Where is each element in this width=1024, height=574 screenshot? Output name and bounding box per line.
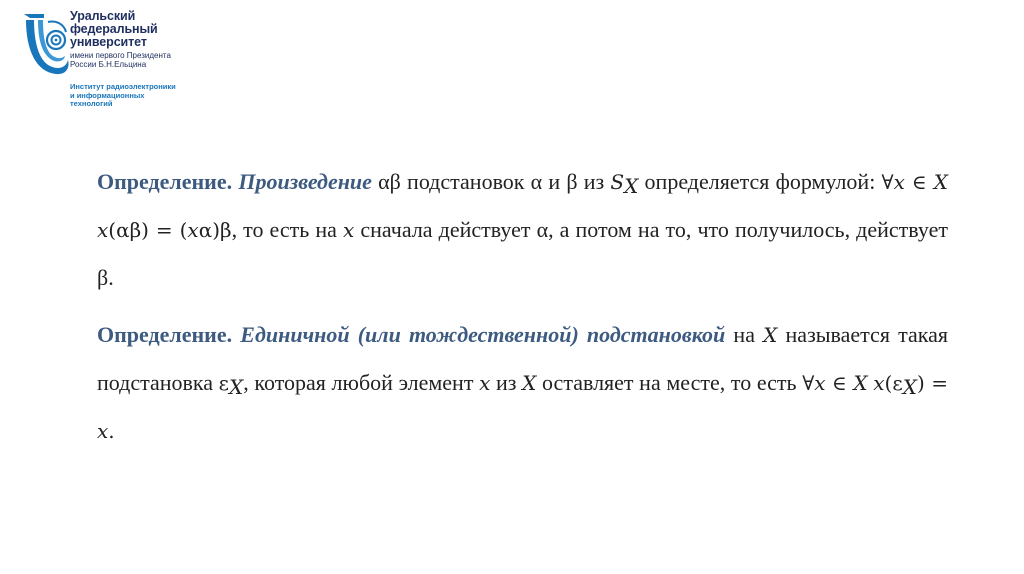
definition-label: Определение. <box>97 169 233 194</box>
text: из <box>490 370 523 395</box>
math-op: ∈ <box>904 170 934 194</box>
text: сначала действует α, а потом на то, что получилось, действует β. <box>97 217 948 290</box>
definition-label: Определение. <box>97 322 233 347</box>
math-var: x <box>97 218 109 242</box>
math-op: ∀ <box>802 371 815 395</box>
math-op: ∀ <box>881 170 894 194</box>
math-var: ε <box>218 371 230 395</box>
math-var: X <box>933 170 949 194</box>
text: αβ <box>371 169 408 194</box>
math-op: α)β <box>198 218 232 242</box>
math-var: X <box>763 323 778 347</box>
text: подстановок α и β из <box>407 169 611 194</box>
text: определяется формулой: <box>638 169 882 194</box>
math-op: ∈ <box>825 371 854 395</box>
university-subtitle: имени первого Президента России Б.Н.Ельцина <box>70 51 171 69</box>
math-var: x <box>873 371 885 395</box>
math-var: x <box>814 371 826 395</box>
definition-product <box>97 158 948 301</box>
university-name: Уральский федеральный университет <box>70 9 158 49</box>
math-sub: X <box>229 375 244 399</box>
logo-text <box>70 10 171 69</box>
math-var: x <box>893 170 905 194</box>
math-var: x <box>343 218 355 242</box>
text: называется такая подстановка <box>97 322 948 395</box>
math-op: ) = <box>916 371 949 395</box>
definition-term: Единичной (или тождественной) подстановкой <box>240 322 726 347</box>
definition-term: Произведение <box>238 169 372 194</box>
math-var: x <box>479 371 491 395</box>
math-var: S <box>610 170 625 194</box>
text: на <box>725 322 764 347</box>
definition-identity <box>97 311 948 455</box>
math-op: (ε <box>884 371 903 395</box>
math-sub: X <box>902 375 917 399</box>
text: , которая любой элемент <box>243 370 480 395</box>
math-var: x <box>97 419 109 443</box>
university-logo <box>22 10 242 120</box>
math-sub: X <box>624 174 639 198</box>
urfu-logo-mark-icon <box>22 10 74 80</box>
institute-name: Институт радиоэлектроники и информационных технологий <box>70 82 176 108</box>
math-op: (αβ) = ( <box>108 218 188 242</box>
math-var: X <box>522 371 537 395</box>
slide-content <box>97 158 948 455</box>
text: оставляет на месте, то есть <box>536 370 803 395</box>
text: , то есть на <box>231 217 343 242</box>
math-var: x <box>187 218 199 242</box>
math-op: . <box>108 419 115 443</box>
math-var: X <box>853 371 868 395</box>
